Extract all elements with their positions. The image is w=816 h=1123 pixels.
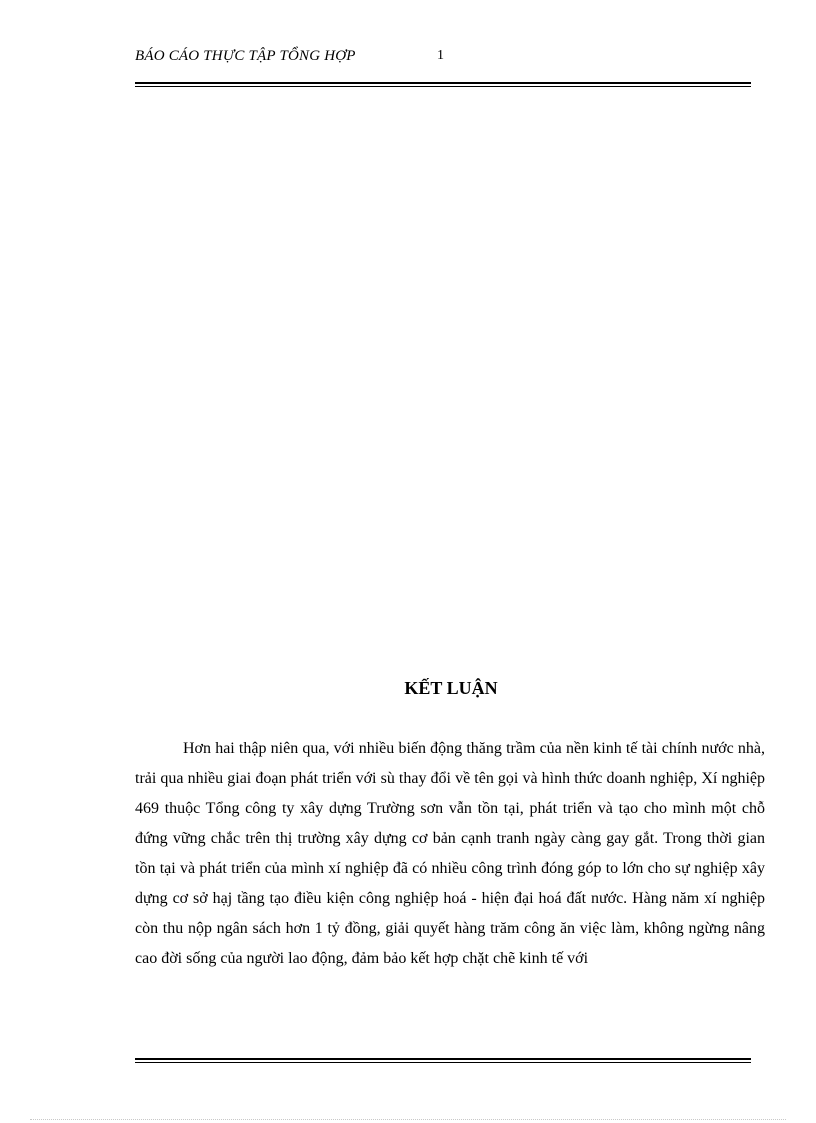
- page-number: 1: [437, 48, 444, 63]
- footer-divider: [135, 1058, 751, 1060]
- page-header: [135, 48, 751, 70]
- header-title: BÁO CÁO THỰC TẬP TỔNG HỢP: [135, 48, 356, 64]
- page-bottom-edge: [30, 1119, 786, 1120]
- body-paragraph: Hơn hai thập niên qua, với nhiều biến động thăng trầm của nền kinh tế tài chính nước nhà, trải qua nhiều giai đoạn phát triển với sù thay đổi về tên gọi và hình thức doanh nghiệp, Xí nghiệp 469 thuộc Tổng công ty xây dựng Trường sơn vẫn tồn tại, phát triển và tạo cho mình một chỗ đứng vững chắc trên thị trường xây dựng cơ bản cạnh tranh ngày càng gay gắt. Trong thời gian tồn tại và phát triển của mình xí nghiệp đã có nhiều công trình đóng góp to lớn cho sự nghiệp xây dựng cơ sở hạj tầng tạo điều kiện công nghiệp hoá - hiện đại hoá đất nước. Hàng năm xí nghiệp còn thu nộp ngân sách hơn 1 tỷ đồng, giải quyết hàng trăm công ăn việc làm, không ngừng nâng cao đời sống của người lao động, đảm bảo kết hợp chặt chẽ kinh tế với: [135, 740, 765, 967]
- header-divider: [135, 82, 751, 84]
- section-heading: KẾT LUẬN: [404, 678, 498, 698]
